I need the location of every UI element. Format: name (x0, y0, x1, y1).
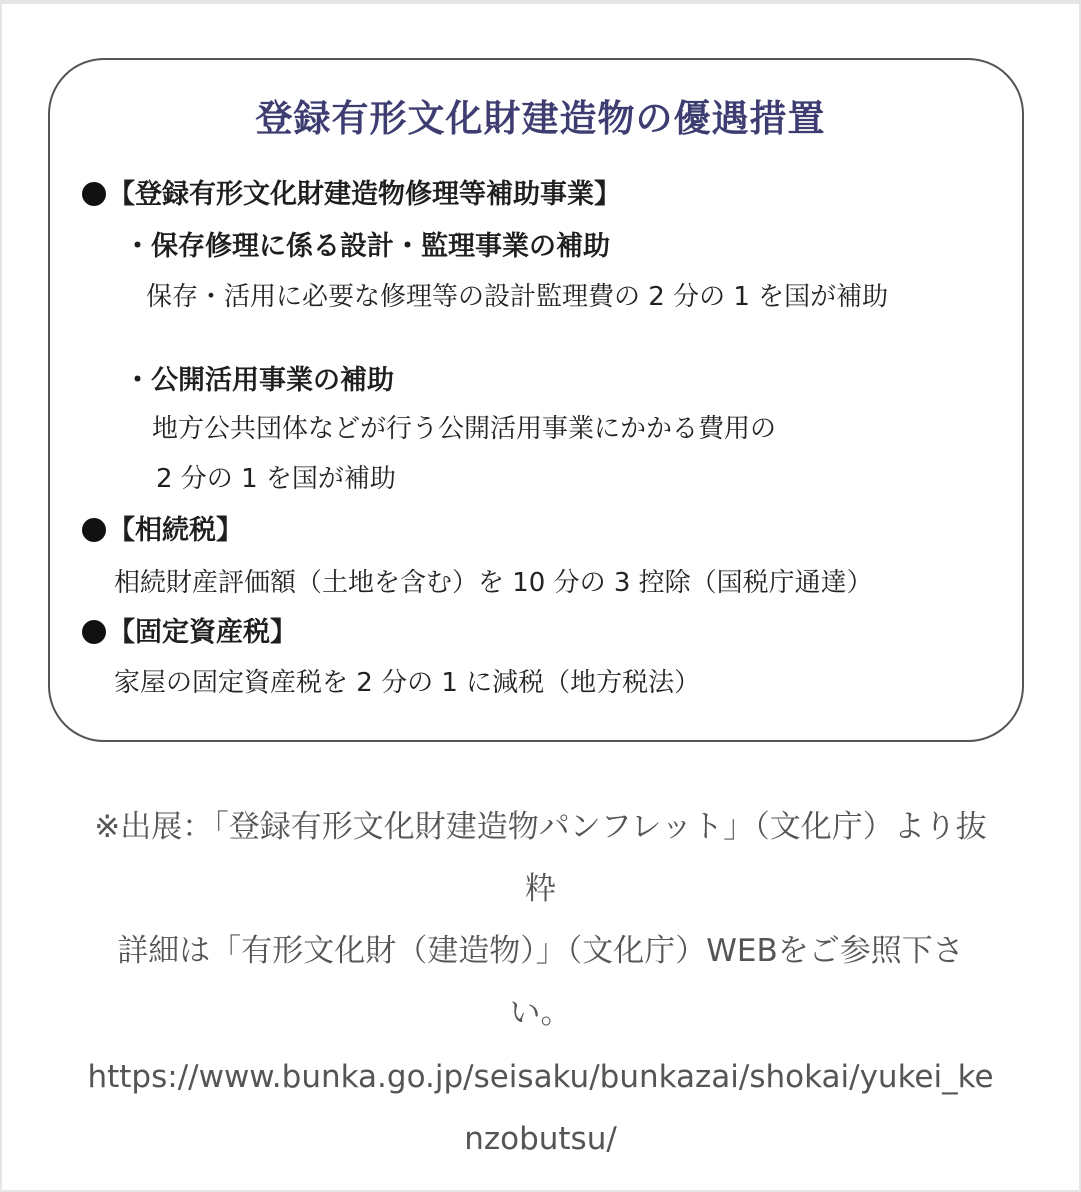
body-line: 家屋の固定資産税を 2 分の 1 に減税（地方税法） (114, 668, 701, 698)
bullet-icon (82, 182, 106, 206)
section-heading-text: 【登録有形文化財建造物修理等補助事業】 (108, 179, 621, 210)
section-heading-text: 【相続税】 (108, 515, 243, 546)
bullet-icon (82, 620, 106, 644)
subheading-public-use: ・公開活用事業の補助 (124, 365, 394, 396)
source-note-line-1: ※出展：「登録有形文化財建造物パンフレット」（文化庁）より抜 (94, 809, 987, 845)
detail-note-line-1: 詳細は「有形文化財（建造物）」（文化庁）WEBをご参照下さ (117, 933, 964, 969)
reference-url-line-1[interactable]: https://www.bunka.go.jp/seisaku/bunkazai/shokai/yukei_ke (87, 1059, 994, 1095)
detail-note-line-2: い。 (509, 995, 572, 1031)
body-line: 地方公共団体などが行う公開活用事業にかかる費用の (152, 414, 777, 444)
body-line: 相続財産評価額（土地を含む）を 10 分の 3 控除（国税庁通達） (114, 568, 873, 598)
box-title: 登録有形文化財建造物の優遇措置 (255, 97, 826, 140)
body-line: 2 分の 1 を国が補助 (156, 464, 396, 494)
body-line: 保存・活用に必要な修理等の設計監理費の 2 分の 1 を国が補助 (146, 282, 889, 312)
section-heading-property-tax (82, 610, 297, 649)
bullet-icon (82, 518, 106, 542)
source-note-line-2: 粋 (525, 871, 556, 907)
subheading-design-supervision: ・保存修理に係る設計・監理事業の補助 (124, 231, 610, 262)
section-heading-subsidy (82, 172, 621, 211)
reference-url-line-2[interactable]: nzobutsu/ (464, 1121, 617, 1157)
section-heading-text: 【固定資産税】 (108, 617, 297, 648)
section-heading-inheritance-tax (82, 508, 243, 547)
